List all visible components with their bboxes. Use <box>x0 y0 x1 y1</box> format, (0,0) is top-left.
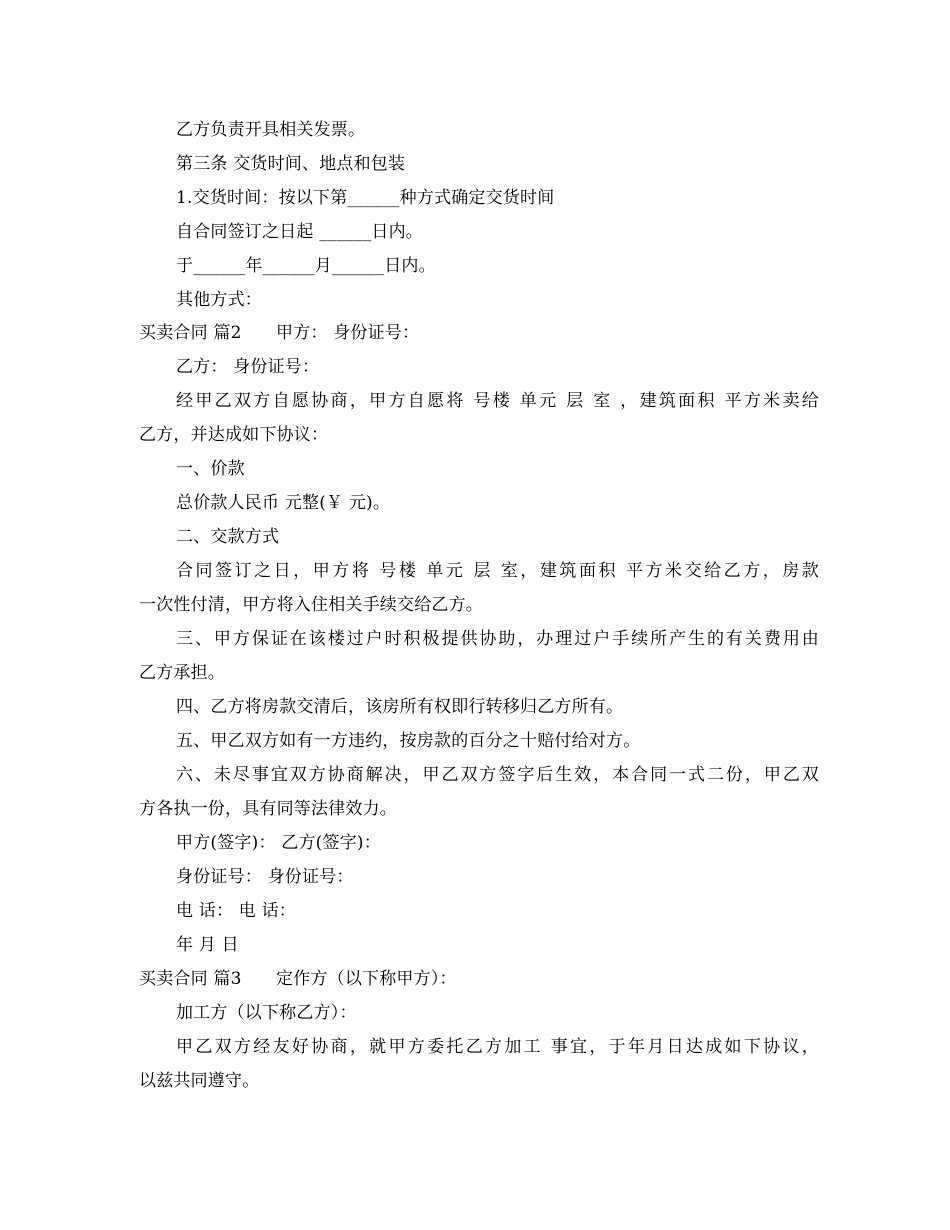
section-heading: 二、交款方式 <box>176 527 280 547</box>
text-line: 乙方： 身份证号： <box>176 357 320 377</box>
contract-heading: 买卖合同 篇3 定作方（以下称甲方）： <box>139 969 457 989</box>
text-line: 以兹共同遵守。 <box>139 1071 260 1091</box>
text-line: 乙方，并达成如下协议： <box>139 425 329 445</box>
text-line: 方各执一份，具有同等法律效力。 <box>139 799 397 819</box>
text-line: 四、乙方将房款交清后，该房所有权即行转移归乙方所有。 <box>176 697 624 717</box>
signature-line: 电 话： 电 话： <box>176 901 297 921</box>
text-line: 甲乙双方经友好协商，就甲方委托乙方加工 事宜，于年月日达成如下协议， <box>176 1037 819 1057</box>
text-line: 一次性付清，甲方将入住相关手续交给乙方。 <box>139 595 483 615</box>
text-line: 其他方式： <box>176 290 262 310</box>
signature-line: 甲方(签字)： 乙方(签字)： <box>176 833 381 853</box>
signature-line: 身份证号： 身份证号： <box>176 867 354 887</box>
section-heading: 一、价款 <box>176 459 245 479</box>
text-line: 乙方负责开具相关发票。 <box>176 120 366 140</box>
date-line: 年 月 日 <box>176 935 239 955</box>
text-line: 总价款人民币 元整(￥ 元)。 <box>176 493 391 513</box>
text-line: 三、甲方保证在该楼过户时积极提供协助，办理过户手续所产生的有关费用由 <box>176 629 819 649</box>
text-line: 自合同签订之日起 ______日内。 <box>176 222 424 242</box>
text-line: 六、未尽事宜双方协商解决，甲乙双方签字后生效，本合同一式二份，甲乙双 <box>176 765 819 785</box>
text-line: 1.交货时间：按以下第______种方式确定交货时间 <box>176 188 555 208</box>
text-line: 合同签订之日，甲方将 号楼 单元 层 室，建筑面积 平方米交给乙方，房款 <box>176 561 819 581</box>
section-heading: 第三条 交货时间、地点和包装 <box>176 154 406 174</box>
text-line: 加工方（以下称乙方）： <box>176 1003 357 1023</box>
text-line: 乙方承担。 <box>139 663 225 683</box>
text-line: 五、甲乙双方如有一方违约，按房款的百分之十赔付给对方。 <box>176 731 641 751</box>
contract-heading: 买卖合同 篇2 甲方： 身份证号： <box>139 323 420 343</box>
text-line: 经甲乙双方自愿协商，甲方自愿将 号楼 单元 层 室 ，建筑面积 平方米卖给 <box>176 391 819 411</box>
text-line: 于______年______月______日内。 <box>176 256 436 276</box>
